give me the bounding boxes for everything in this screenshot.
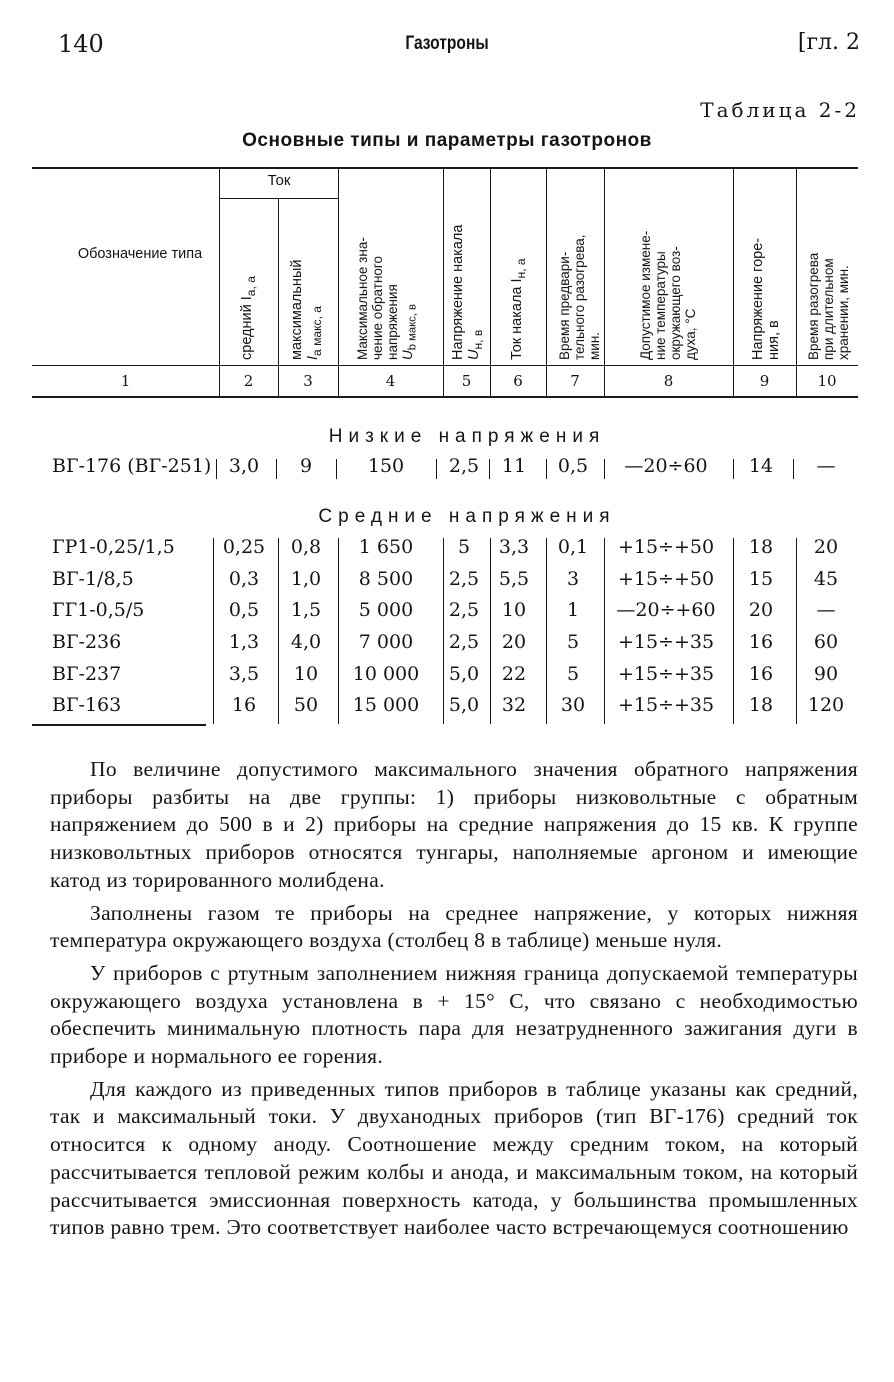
header-filament-voltage-symbol: U [466, 349, 482, 360]
header-preheat-l1: Время предвари- [557, 251, 572, 360]
header-preheat-l3: мин. [587, 331, 602, 360]
table-cell: 45 [813, 568, 839, 590]
table-cell: 2,5 [448, 631, 480, 653]
table-caption: Основные типы и параметры газотронов [242, 130, 652, 151]
table-cell: 1,0 [290, 568, 322, 590]
cell-separator [489, 459, 490, 479]
table-cell: 0,3 [228, 568, 260, 590]
column-divider [604, 538, 605, 724]
table-cell: 3,0 [228, 455, 260, 477]
table-cell: 0,25 [222, 536, 266, 558]
header-bottom-rule [32, 365, 858, 366]
column-number: 8 [663, 372, 674, 390]
table-cell: 11 [501, 455, 527, 477]
table-cell: 90 [813, 663, 839, 685]
column-number: 4 [385, 372, 396, 390]
current-group-rule [220, 198, 338, 199]
table-cell: 5,5 [498, 568, 530, 590]
table-cell: 18 [748, 694, 774, 716]
table-cell: +15÷+50 [617, 536, 715, 558]
table-cell: 2,5 [448, 599, 480, 621]
header-temperature-l1: Допустимое измене- [638, 230, 653, 360]
column-number: 5 [461, 372, 472, 390]
column-divider [490, 538, 491, 724]
header-divider [604, 168, 605, 396]
body-text [50, 756, 858, 1242]
header-reverse-voltage [355, 237, 421, 360]
cell-separator [216, 459, 217, 479]
header-avg-current-text: средний I [239, 296, 255, 360]
header-filament-current-sub: н, a [513, 258, 528, 279]
header-warmup-l2: при длительном [821, 258, 836, 360]
header-filament-voltage-sub: н, в [470, 329, 485, 350]
table-cell: 15 000 [352, 694, 420, 716]
column-number: 2 [243, 372, 254, 390]
header-arc-voltage-l1: Напряжение горе- [750, 237, 766, 360]
table-cell: 8 500 [358, 568, 414, 590]
table-cell: —20÷+60 [616, 599, 716, 621]
table-cell: 120 [807, 694, 845, 716]
header-max-current-symbol: I [305, 355, 321, 360]
header-filament-voltage-text: Напряжение накала [450, 224, 466, 360]
table-cell: 0,5 [557, 455, 589, 477]
running-title: Газотроны [405, 33, 489, 54]
column-divider [733, 538, 734, 724]
table-cell: —20÷60 [624, 455, 708, 477]
header-preheat-l2: тельного разогрева, [572, 234, 587, 360]
header-temperature-l3: окружающего воз- [668, 246, 683, 360]
table-cell: +15÷+50 [617, 568, 715, 590]
table-cell: 32 [501, 694, 527, 716]
type-designation: ГГ1-0,5/5 [52, 599, 145, 621]
cell-separator [276, 459, 277, 479]
header-warmup-l3: хранении, мин. [836, 265, 851, 360]
table-cell: 16 [748, 663, 774, 685]
type-designation: ВГ-176 (ВГ-251) [52, 455, 212, 477]
table-top-rule [32, 167, 858, 169]
cell-separator [436, 459, 437, 479]
table-cell: 5,0 [448, 694, 480, 716]
table-cell: 0,5 [228, 599, 260, 621]
column-number: 1 [120, 372, 131, 390]
table-cell: 14 [748, 455, 774, 477]
column-divider [796, 538, 797, 724]
section-title-low-voltage: Низкие напряжения [328, 426, 606, 447]
column-number: 6 [513, 372, 523, 390]
column-number: 3 [303, 372, 313, 390]
table-cell: 3,5 [228, 663, 260, 685]
header-divider [490, 168, 491, 396]
paragraph: Для каждого из приведенных типов приборов в таблице указаны как средний, так и максимальный токи. У двуханодных приборов (тип ВГ-176) средний ток относится к одному аноду. Соотношение между средним током, на который рассчитывается тепловой режим колбы и анода, и максимальным током, на который рассчитывается эмиссионная поверхность катода, у большинства промышленных типов равно трем. Это соответствует наиболее часто встречающемуся соотношению [50, 1076, 858, 1240]
colnum-bottom-rule [32, 396, 858, 398]
table-cell: 9 [299, 455, 313, 477]
header-reverse-voltage-l1: Максимальное зна- [355, 237, 370, 360]
table-cell: 0,1 [557, 536, 589, 558]
table-cell: 2,5 [448, 568, 480, 590]
table-cell: 150 [367, 455, 405, 477]
table-cell: 22 [501, 663, 527, 685]
table-cell: 5 [566, 663, 580, 685]
header-reverse-voltage-l3: напряжения [385, 284, 400, 360]
cell-separator [733, 459, 734, 479]
type-designation: ВГ-1/8,5 [52, 568, 134, 590]
table-cell: +15÷+35 [617, 694, 715, 716]
table-cell: 4,0 [290, 631, 322, 653]
header-divider [733, 168, 734, 396]
header-avg-current [239, 276, 259, 360]
header-reverse-voltage-l2: чение обратного [370, 255, 385, 360]
header-divider [546, 168, 547, 396]
table-cell: 2,5 [448, 455, 480, 477]
table-cell: 10 [501, 599, 527, 621]
cell-separator [546, 459, 547, 479]
paragraph: По величине допустимого максимального значения обратного напряжения приборы разбиты на две группы: 1) приборы низковольтные с обратным напряжением до 500 в и 2) приборы на средние напряжения до 15 кв. К группе низковольтных приборов относятся тунгары, наполняемые аргоном и имеющие катод из торированного молибдена. [50, 757, 858, 892]
header-filament-voltage [450, 225, 486, 360]
header-divider [796, 168, 797, 396]
table-cell: 0,8 [290, 536, 322, 558]
table-cell: 20 [501, 631, 527, 653]
table-cell: — [816, 599, 836, 621]
table-cell: 16 [231, 694, 257, 716]
paragraph: У приборов с ртутным заполнением нижняя граница допускаемой температуры окружающего воздуха установлена в + 15° С, что связано с необходимостью обеспечить минимальную плотность пара для незатрудненного зажигания дуги в приборе и нормального ее горения. [50, 960, 858, 1069]
header-temperature-l2: ние температуры [653, 251, 668, 360]
type-designation: ВГ-236 [52, 631, 122, 653]
header-divider [338, 168, 339, 396]
table-cell: 10 000 [352, 663, 420, 685]
type-designation: ВГ-163 [52, 694, 122, 716]
column-divider [278, 538, 279, 724]
header-divider [219, 168, 220, 396]
table-label: Таблица 2-2 [700, 98, 860, 122]
table-cell: 7 000 [358, 631, 414, 653]
table-cell: 5 [566, 631, 580, 653]
header-max-current-text: максимальный [289, 259, 305, 360]
header-current-group: Ток [267, 172, 291, 189]
table-cell: — [816, 455, 836, 477]
page-number: 140 [58, 30, 104, 58]
header-reverse-voltage-sub: b макс, в [406, 303, 419, 351]
header-divider [443, 168, 444, 396]
header-max-current-sub: a макс, a [309, 305, 324, 356]
table-cell: 30 [560, 694, 586, 716]
column-number: 7 [570, 372, 580, 390]
table-cell: 5,0 [448, 663, 480, 685]
header-arc-voltage [750, 238, 782, 360]
column-divider [213, 538, 214, 724]
table-cell: 1,5 [290, 599, 322, 621]
header-arc-voltage-l2: ния, в [766, 320, 782, 360]
table-cell: 10 [293, 663, 319, 685]
section-title-medium-voltage: Средние напряжения [318, 506, 616, 527]
chapter-marker: [гл. 2 [797, 30, 860, 55]
table-cell: 1,3 [228, 631, 260, 653]
table-cell: 3,3 [498, 536, 530, 558]
paragraph: Заполнены газом те приборы на среднее напряжение, у которых нижняя температура окружающего воздуха (столбец 8 в таблице) меньше нуля. [50, 900, 858, 953]
header-max-current [289, 260, 325, 360]
table-cell: 20 [748, 599, 774, 621]
table-cell: 18 [748, 536, 774, 558]
header-reverse-voltage-symbol: U [400, 350, 415, 360]
header-temperature-l4: духа, °С [683, 308, 698, 360]
table-cell: 50 [293, 694, 319, 716]
type-designation: ВГ-237 [52, 663, 122, 685]
header-warmup-l1: Время разогрева [806, 252, 821, 360]
cell-separator [336, 459, 337, 479]
header-avg-current-sub: a, a [243, 276, 258, 297]
column-divider [443, 538, 444, 724]
table-bottom-rule [32, 724, 206, 726]
type-designation: ГР1-0,25/1,5 [52, 536, 175, 558]
column-divider [338, 538, 339, 724]
header-type: Обозначение типа [77, 246, 203, 262]
cell-separator [604, 459, 605, 479]
column-number: 10 [817, 372, 837, 390]
header-warmup-time [806, 253, 851, 360]
header-preheat-time [557, 235, 602, 360]
table-cell: +15÷+35 [617, 631, 715, 653]
table-cell: 1 [566, 599, 580, 621]
header-divider [278, 198, 279, 396]
table-cell: 5 000 [358, 599, 414, 621]
table-cell: 1 650 [358, 536, 414, 558]
column-number: 9 [759, 372, 770, 390]
header-temperature [638, 231, 698, 360]
table-cell: 5 [457, 536, 471, 558]
header-filament-current-text: Ток накала I [509, 278, 525, 360]
column-divider [546, 538, 547, 724]
table-cell: 60 [813, 631, 839, 653]
table-cell: 15 [748, 568, 774, 590]
table-cell: +15÷+35 [617, 663, 715, 685]
table-cell: 16 [748, 631, 774, 653]
header-filament-current [509, 258, 529, 360]
table-cell: 20 [813, 536, 839, 558]
cell-separator [793, 459, 794, 479]
table-cell: 3 [566, 568, 580, 590]
